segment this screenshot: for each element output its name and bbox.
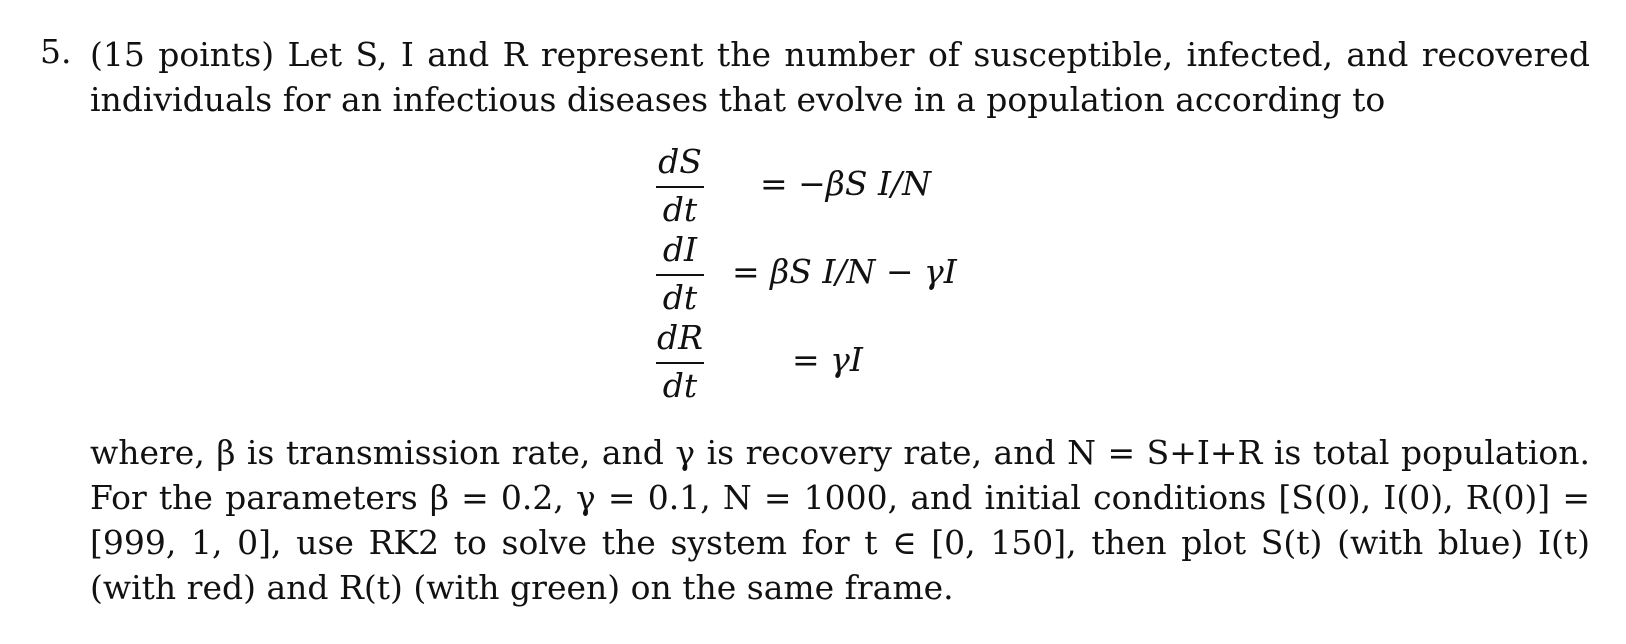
fraction-bar <box>656 186 704 188</box>
fraction-bar <box>656 274 704 276</box>
problem-intro: (15 points) Let S, I and R represent the number of susceptible, infected, and recovered individuals for an infectious diseases that evolve in a population according to <box>90 35 1590 119</box>
ds-numerator: dS <box>658 142 702 181</box>
dt-denominator: dt <box>662 278 698 317</box>
fraction-bar <box>656 362 704 364</box>
equation-di-dt <box>650 230 1050 316</box>
dr-numerator: dR <box>657 318 703 357</box>
problem-instructions: where, β is transmission rate, and γ is recovery rate, and N = S+I+R is total population. For the parameters β = 0.2, γ = 0.1, N = 1000, and initial conditions [S(0), I(0), R(0)] = [999, 1, 0], use RK2 to solve the system for t ∈ [0, 150], then plot S(t) (with blue) I(t) (with red) and R(t) (with green) on the same frame. <box>90 433 1590 607</box>
equation-ds-dt <box>650 142 1050 228</box>
di-dt-rhs: = βS I/N − γI <box>732 252 957 291</box>
problem-number: 5. <box>40 32 72 71</box>
dt-denominator: dt <box>662 366 698 405</box>
dr-dt-rhs: = γI <box>792 340 863 379</box>
ds-dt-rhs: = −βS I/N <box>760 164 931 203</box>
dt-denominator: dt <box>662 190 698 229</box>
equation-system <box>40 142 1600 412</box>
equation-dr-dt <box>650 318 1050 404</box>
di-numerator: dI <box>662 230 698 269</box>
